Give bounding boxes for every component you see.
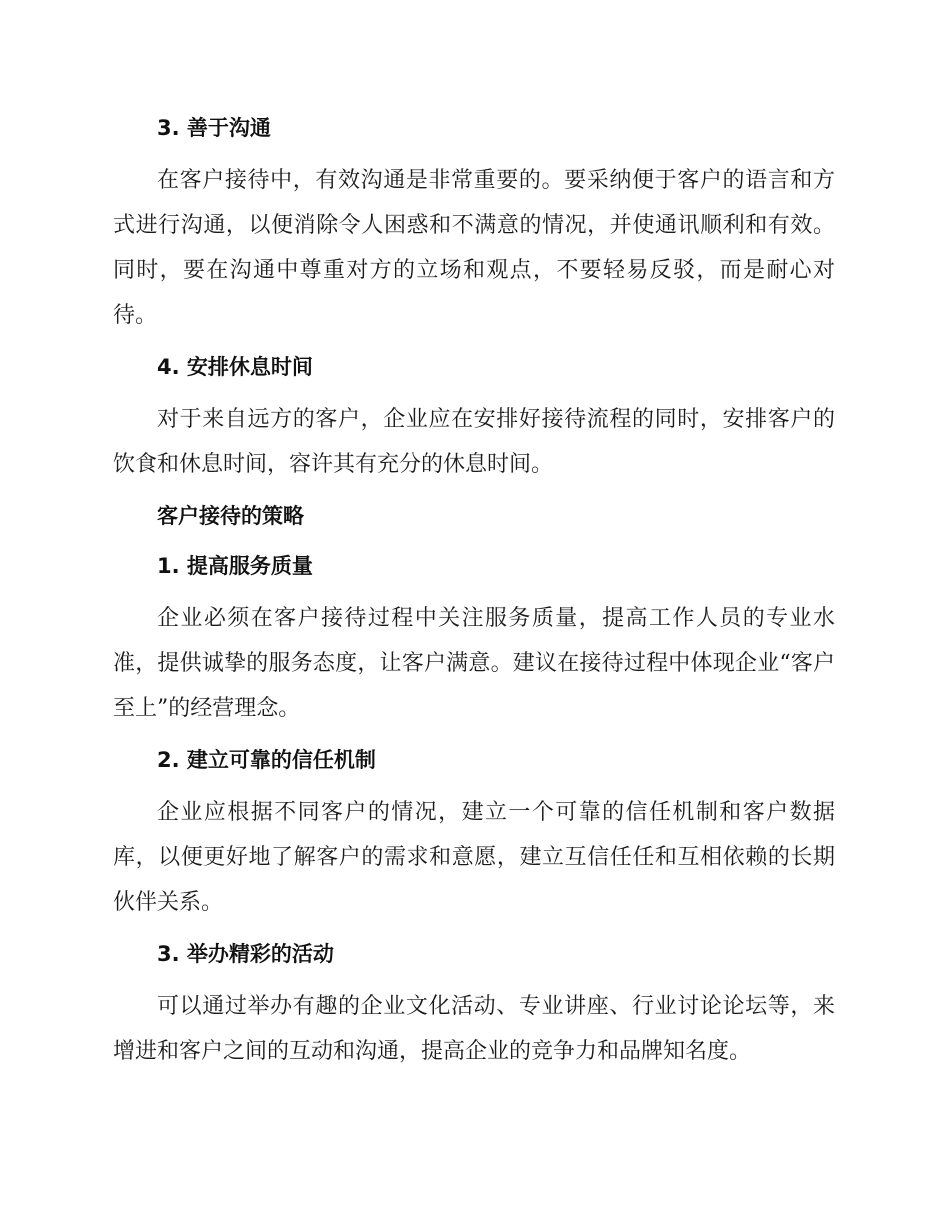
- paragraph-activities: 可以通过举办有趣的企业文化活动、专业讲座、行业讨论论坛等，来增进和客户之间的互动和沟通，提高企业的竞争力和品牌知名度。: [113, 994, 835, 1064]
- section-heading-communication: 3. 善于沟通: [157, 116, 271, 140]
- paragraph-service-quality: 企业必须在客户接待过程中关注服务质量，提高工作人员的专业水准，提供诚挚的服务态度，让客户满意。建议在接待过程中体现企业“客户至上”的经营理念。: [113, 606, 835, 721]
- section-heading-rest-time: 4. 安排休息时间: [157, 355, 313, 379]
- document-body: [113, 108, 835, 1074]
- paragraph-rest-time: 对于来自远方的客户，企业应在安排好接待流程的同时，安排客户的饮食和休息时间，容许其有充分的休息时间。: [113, 407, 835, 477]
- section-heading-service-quality: 1. 提高服务质量: [157, 554, 313, 578]
- paragraph-communication: 在客户接待中，有效沟通是非常重要的。要采纳便于客户的语言和方式进行沟通，以便消除令人困惑和不满意的情况，并使通讯顺利和有效。同时，要在沟通中尊重对方的立场和观点，不要轻易反驳，而是耐心对待。: [113, 168, 835, 328]
- section-heading-trust: 2. 建立可靠的信任机制: [157, 748, 376, 772]
- paragraph-trust: 企业应根据不同客户的情况，建立一个可靠的信任机制和客户数据库，以便更好地了解客户的需求和意愿，建立互信任任和互相依赖的长期伙伴关系。: [113, 800, 835, 915]
- section-heading-activities: 3. 举办精彩的活动: [157, 942, 334, 966]
- section-heading-strategy: 客户接待的策略: [157, 504, 304, 528]
